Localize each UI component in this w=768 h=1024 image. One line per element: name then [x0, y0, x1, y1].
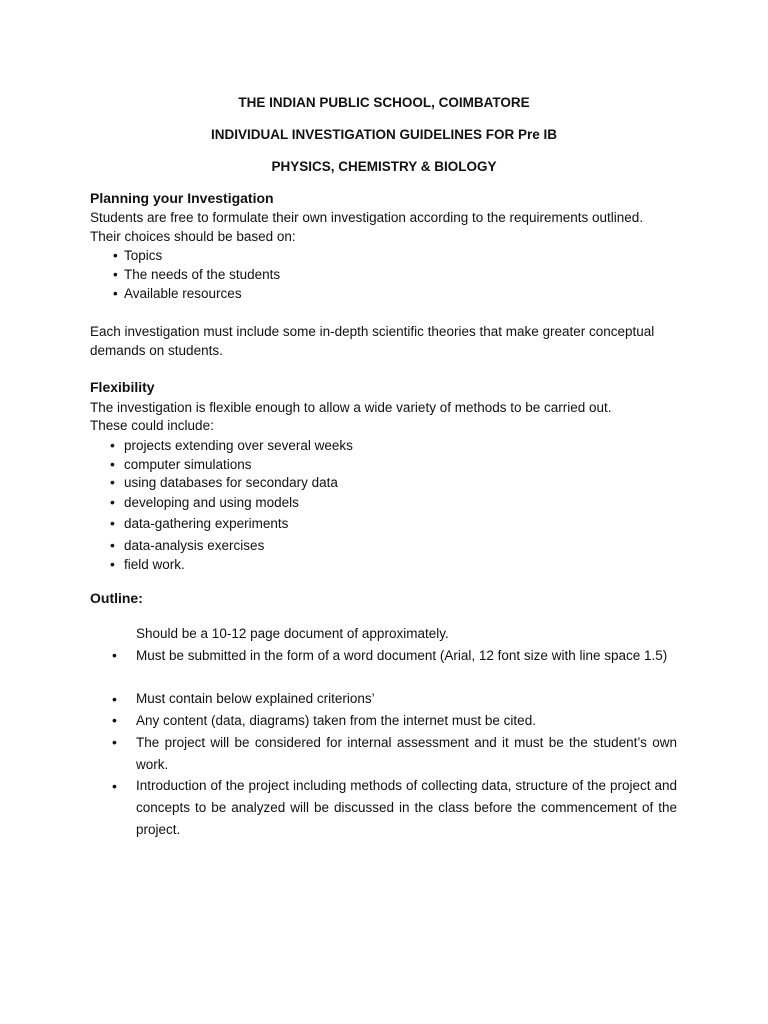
outline-item: Must be submitted in the form of a word document (Arial, 12 font size with line space 1.5) [136, 648, 668, 663]
flexibility-line-1: The investigation is flexible enough to allow a wide variety of methods to be carried out. [90, 400, 612, 415]
flexibility-list-item [110, 536, 264, 555]
planning-line-1: Students are free to formulate their own investigation according to the requirements outlined. [90, 210, 644, 225]
flexibility-item-text: data-gathering experiments [124, 516, 289, 531]
outline-intro: Should be a 10-12 page document of approximately. [136, 626, 449, 641]
planning-line-2: Their choices should be based on: [90, 229, 296, 244]
flexibility-list-item [110, 493, 299, 512]
bullet-icon: • [112, 647, 117, 663]
flexibility-item-text: developing and using models [124, 495, 299, 510]
bullet-icon: • [113, 248, 118, 263]
bullet-icon: • [112, 691, 117, 707]
planning-item-text: The needs of the students [124, 267, 281, 282]
planning-list-item [113, 284, 242, 303]
flexibility-list-item [110, 555, 185, 574]
bullet-icon: • [112, 712, 117, 728]
bullet-icon: • [112, 778, 117, 794]
flexibility-list-item [110, 514, 288, 533]
outline-item: Must contain below explained criterions’ [136, 691, 375, 706]
planning-item-text: Available resources [124, 286, 242, 301]
school-title: THE INDIAN PUBLIC SCHOOL, COIMBATORE [238, 95, 530, 110]
guidelines-title: INDIVIDUAL INVESTIGATION GUIDELINES FOR Pre IB [210, 127, 558, 142]
flexibility-item-text: using databases for secondary data [124, 475, 338, 490]
planning-heading: Planning your Investigation [90, 190, 274, 206]
bullet-icon: • [110, 494, 115, 510]
subjects-title: PHYSICS, CHEMISTRY & BIOLOGY [271, 159, 497, 174]
outline-item: Introduction of the project including methods of collecting data, structure of the project and concepts to be analyzed will be discussed in the class before the commencement of the project. [136, 778, 677, 837]
flexibility-list-item [110, 436, 353, 455]
flexibility-item-text: data-analysis exercises [124, 538, 265, 553]
flexibility-list-item [110, 455, 252, 474]
flexibility-heading: Flexibility [90, 379, 155, 395]
bullet-icon: • [113, 267, 118, 282]
outline-heading: Outline: [90, 590, 143, 606]
planning-item-text: Topics [124, 248, 163, 263]
flexibility-item-text: field work. [124, 557, 185, 572]
bullet-icon: • [110, 474, 115, 490]
flexibility-line-2: These could include: [90, 418, 214, 433]
bullet-icon: • [110, 537, 115, 553]
planning-paragraph-line-1: Each investigation must include some in-depth scientific theories that make greater conceptual [90, 324, 655, 339]
bullet-icon: • [110, 456, 115, 472]
planning-list-item [113, 265, 280, 284]
bullet-icon: • [110, 437, 115, 453]
planning-list-item [113, 246, 162, 265]
bullet-icon: • [110, 515, 115, 531]
bullet-icon: • [113, 286, 118, 301]
planning-paragraph-line-2: demands on students. [90, 343, 223, 358]
bullet-icon: • [112, 734, 117, 750]
flexibility-list-item [110, 473, 338, 492]
outline-item: Any content (data, diagrams) taken from the internet must be cited. [136, 713, 536, 728]
flexibility-item-text: projects extending over several weeks [124, 438, 353, 453]
outline-item: The project will be considered for internal assessment and it must be the student’s own work. [136, 735, 677, 772]
bullet-icon: • [110, 556, 115, 572]
flexibility-item-text: computer simulations [124, 457, 252, 472]
